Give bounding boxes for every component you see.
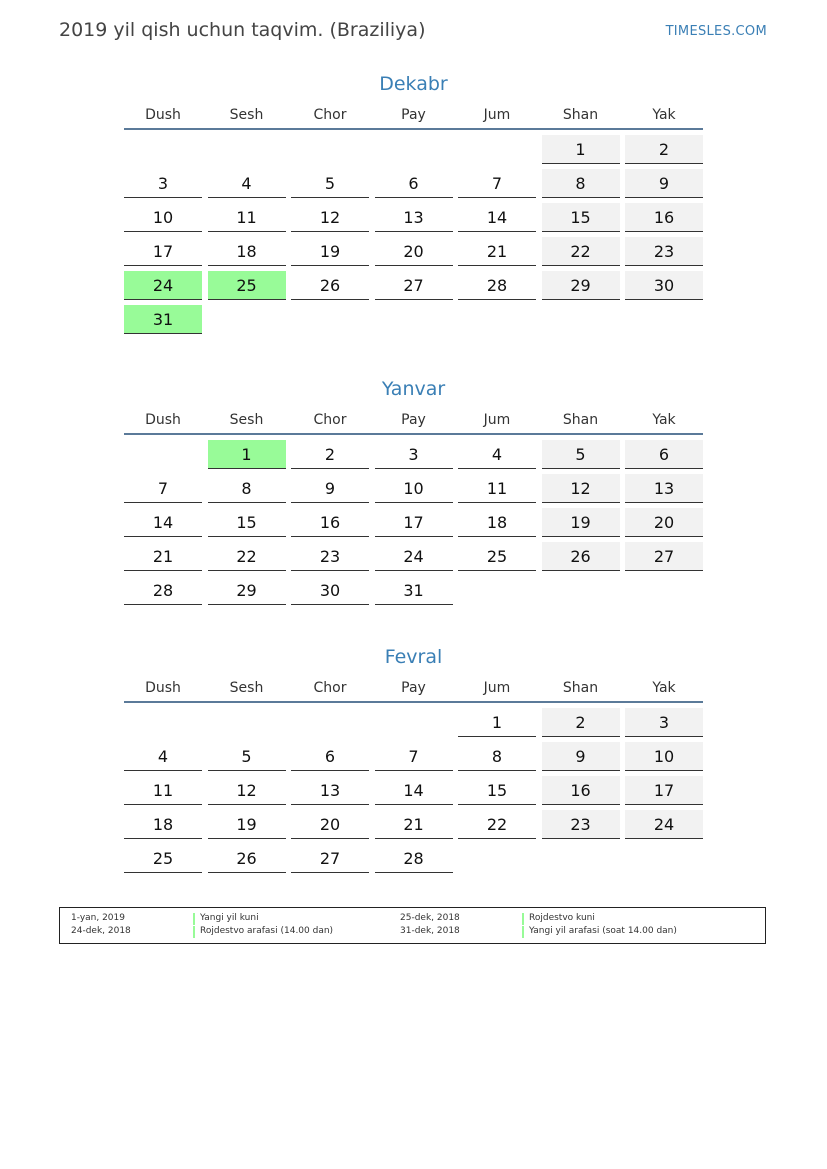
day-cell: 11 <box>208 203 286 232</box>
day-cell: 2 <box>542 708 620 737</box>
day-cell: 3 <box>375 440 453 469</box>
month-title: Yanvar <box>381 378 446 400</box>
day-cell: 28 <box>124 576 202 605</box>
legend-date: 25-dek, 2018 <box>400 913 460 923</box>
legend-holiday-name: Rojdestvo kuni <box>522 913 595 923</box>
day-cell: 19 <box>208 810 286 839</box>
day-cell: 7 <box>458 169 536 198</box>
day-cell: 5 <box>542 440 620 469</box>
day-cell: 21 <box>124 542 202 571</box>
weekday-label: Chor <box>313 680 347 696</box>
legend-holiday-name: Rojdestvo arafasi (14.00 dan) <box>193 926 333 936</box>
day-cell: 22 <box>458 810 536 839</box>
site-link[interactable]: TIMESLES.COM <box>665 24 767 39</box>
day-cell: 27 <box>291 844 369 873</box>
day-grid <box>124 708 703 873</box>
day-cell: 12 <box>208 776 286 805</box>
day-cell: 17 <box>625 776 703 805</box>
day-cell: 11 <box>124 776 202 805</box>
day-cell: 12 <box>291 203 369 232</box>
day-cell: 4 <box>124 742 202 771</box>
legend-holiday-name: Yangi yil arafasi (soat 14.00 dan) <box>522 926 677 936</box>
day-cell: 30 <box>625 271 703 300</box>
weekday-label: Yak <box>652 412 676 428</box>
day-cell: 16 <box>291 508 369 537</box>
weekday-label: Pay <box>401 680 426 696</box>
day-cell: 3 <box>124 169 202 198</box>
day-cell: 22 <box>542 237 620 266</box>
month-title: Fevral <box>384 646 443 668</box>
day-cell: 4 <box>208 169 286 198</box>
day-cell: 16 <box>542 776 620 805</box>
day-cell: 27 <box>625 542 703 571</box>
day-cell: 1 <box>458 708 536 737</box>
day-cell: 1 <box>542 135 620 164</box>
day-cell: 6 <box>625 440 703 469</box>
empty-cell <box>291 708 369 737</box>
weekday-label: Dush <box>145 412 181 428</box>
month-2 <box>124 643 703 873</box>
day-grid <box>124 440 703 605</box>
day-cell: 31 <box>124 305 202 334</box>
weekday-label: Jum <box>483 680 511 696</box>
weekday-label: Shan <box>562 412 599 428</box>
day-cell: 9 <box>542 742 620 771</box>
day-cell: 20 <box>625 508 703 537</box>
day-cell: 12 <box>542 474 620 503</box>
month-title: Dekabr <box>379 73 448 95</box>
empty-cell <box>124 708 202 737</box>
day-cell: 14 <box>375 776 453 805</box>
weekday-label: Sesh <box>229 680 264 696</box>
day-cell: 18 <box>458 508 536 537</box>
day-cell: 28 <box>375 844 453 873</box>
day-cell: 15 <box>458 776 536 805</box>
day-cell: 30 <box>291 576 369 605</box>
day-cell: 17 <box>375 508 453 537</box>
weekday-header <box>124 409 703 435</box>
day-cell: 23 <box>542 810 620 839</box>
day-cell: 15 <box>208 508 286 537</box>
day-cell: 7 <box>375 742 453 771</box>
day-cell: 2 <box>291 440 369 469</box>
weekday-label: Dush <box>145 680 181 696</box>
day-cell: 25 <box>458 542 536 571</box>
day-cell: 31 <box>375 576 453 605</box>
day-cell: 29 <box>208 576 286 605</box>
day-cell: 1 <box>208 440 286 469</box>
day-cell: 25 <box>208 271 286 300</box>
day-cell: 23 <box>625 237 703 266</box>
day-cell: 21 <box>375 810 453 839</box>
day-cell: 15 <box>542 203 620 232</box>
empty-cell <box>291 135 369 164</box>
legend-date: 31-dek, 2018 <box>400 926 460 936</box>
weekday-label: Sesh <box>229 107 264 123</box>
day-cell: 2 <box>625 135 703 164</box>
day-cell: 8 <box>458 742 536 771</box>
weekday-label: Chor <box>313 412 347 428</box>
empty-cell <box>124 135 202 164</box>
day-cell: 7 <box>124 474 202 503</box>
weekday-label: Pay <box>401 412 426 428</box>
day-cell: 5 <box>208 742 286 771</box>
legend-holiday-name: Yangi yil kuni <box>193 913 259 923</box>
weekday-label: Yak <box>652 107 676 123</box>
day-cell: 6 <box>291 742 369 771</box>
day-cell: 14 <box>124 508 202 537</box>
day-cell: 16 <box>625 203 703 232</box>
day-cell: 9 <box>625 169 703 198</box>
weekday-label: Pay <box>401 107 426 123</box>
day-cell: 17 <box>124 237 202 266</box>
day-cell: 19 <box>542 508 620 537</box>
day-cell: 6 <box>375 169 453 198</box>
day-cell: 4 <box>458 440 536 469</box>
day-cell: 27 <box>375 271 453 300</box>
day-cell: 14 <box>458 203 536 232</box>
empty-cell <box>375 135 453 164</box>
empty-cell <box>208 708 286 737</box>
day-cell: 26 <box>291 271 369 300</box>
empty-cell <box>458 135 536 164</box>
day-cell: 24 <box>625 810 703 839</box>
weekday-header <box>124 677 703 703</box>
weekday-label: Shan <box>562 680 599 696</box>
month-0 <box>124 70 703 334</box>
day-cell: 23 <box>291 542 369 571</box>
empty-cell <box>208 135 286 164</box>
day-grid <box>124 135 703 334</box>
day-cell: 19 <box>291 237 369 266</box>
day-cell: 10 <box>375 474 453 503</box>
day-cell: 10 <box>124 203 202 232</box>
day-cell: 20 <box>291 810 369 839</box>
weekday-label: Chor <box>313 107 347 123</box>
day-cell: 24 <box>124 271 202 300</box>
day-cell: 28 <box>458 271 536 300</box>
day-cell: 13 <box>625 474 703 503</box>
day-cell: 29 <box>542 271 620 300</box>
day-cell: 8 <box>208 474 286 503</box>
weekday-label: Jum <box>483 412 511 428</box>
holiday-legend <box>59 907 766 944</box>
day-cell: 9 <box>291 474 369 503</box>
day-cell: 20 <box>375 237 453 266</box>
weekday-label: Sesh <box>229 412 264 428</box>
weekday-label: Shan <box>562 107 599 123</box>
day-cell: 25 <box>124 844 202 873</box>
day-cell: 18 <box>124 810 202 839</box>
legend-date: 24-dek, 2018 <box>71 926 131 936</box>
day-cell: 22 <box>208 542 286 571</box>
legend-date: 1-yan, 2019 <box>71 913 125 923</box>
weekday-label: Jum <box>483 107 511 123</box>
empty-cell <box>124 440 202 469</box>
day-cell: 21 <box>458 237 536 266</box>
day-cell: 18 <box>208 237 286 266</box>
day-cell: 26 <box>542 542 620 571</box>
day-cell: 3 <box>625 708 703 737</box>
day-cell: 13 <box>375 203 453 232</box>
weekday-header <box>124 104 703 130</box>
empty-cell <box>375 708 453 737</box>
day-cell: 24 <box>375 542 453 571</box>
day-cell: 10 <box>625 742 703 771</box>
day-cell: 8 <box>542 169 620 198</box>
day-cell: 13 <box>291 776 369 805</box>
day-cell: 11 <box>458 474 536 503</box>
weekday-label: Dush <box>145 107 181 123</box>
day-cell: 5 <box>291 169 369 198</box>
month-1 <box>124 375 703 605</box>
day-cell: 26 <box>208 844 286 873</box>
page-title: 2019 yil qish uchun taqvim. (Braziliya) <box>59 19 426 41</box>
weekday-label: Yak <box>652 680 676 696</box>
